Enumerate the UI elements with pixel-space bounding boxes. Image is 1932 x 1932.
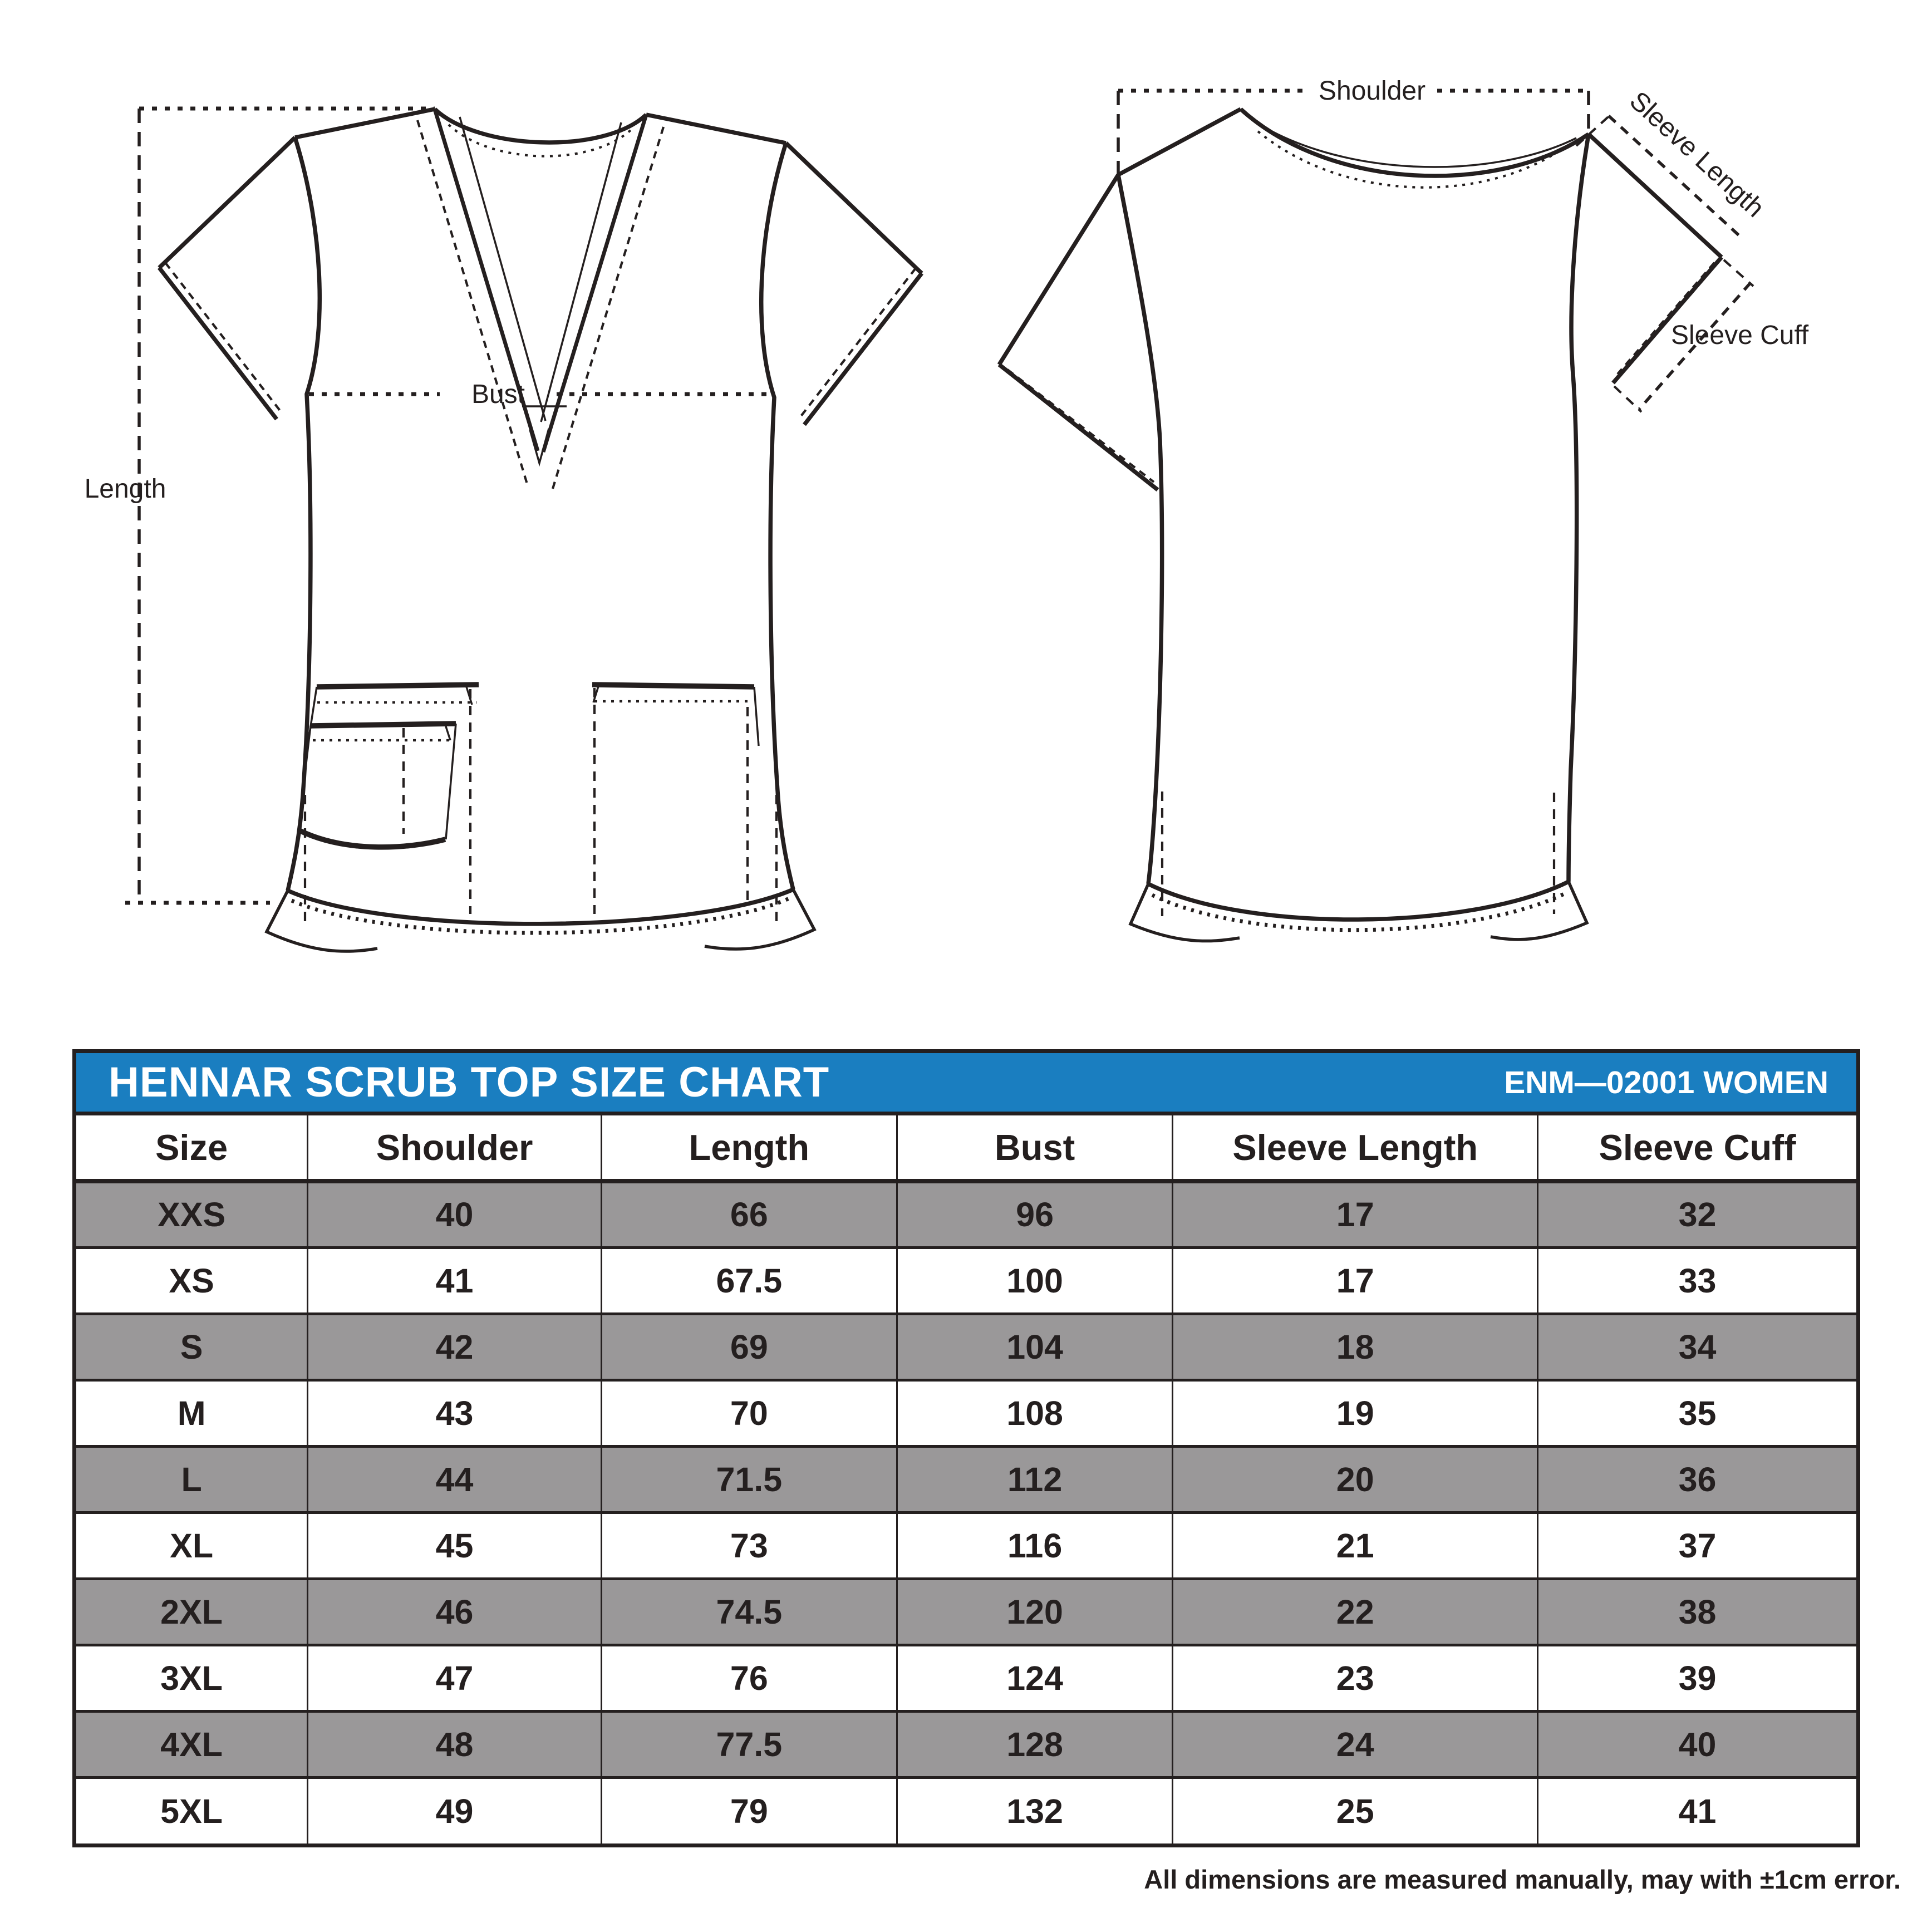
table-cell-length: 74.5 bbox=[601, 1579, 897, 1645]
table-cell-size: XS bbox=[169, 1261, 214, 1300]
table-cell-sleeve_cuff: 36 bbox=[1538, 1446, 1856, 1512]
table-cell-sleeve_length: 18 bbox=[1173, 1314, 1538, 1380]
table-cell-sleeve_cuff: 35 bbox=[1538, 1380, 1856, 1446]
front-view-diagram bbox=[56, 17, 957, 974]
column-header-shoulder: Shoulder bbox=[308, 1115, 602, 1181]
table-cell-sleeve_length: 24 bbox=[1173, 1711, 1538, 1777]
table-cell-sleeve_cuff: 37 bbox=[1538, 1512, 1856, 1579]
table-cell-bust: 132 bbox=[897, 1777, 1173, 1843]
table-row bbox=[76, 1314, 1856, 1380]
column-header-length: Length bbox=[601, 1115, 897, 1181]
table-cell-sleeve_length: 20 bbox=[1173, 1446, 1538, 1512]
table-cell-sleeve_length: 22 bbox=[1173, 1579, 1538, 1645]
table-row bbox=[76, 1380, 1856, 1446]
table-cell-size: 2XL bbox=[160, 1592, 223, 1631]
table-row bbox=[76, 1247, 1856, 1314]
table-cell-bust: 96 bbox=[897, 1181, 1173, 1247]
front-sleeve-stitching bbox=[165, 263, 916, 420]
table-row bbox=[76, 1512, 1856, 1579]
shoulder-dimension-label: Shoulder bbox=[1318, 76, 1426, 106]
front-vneck-collar bbox=[417, 109, 663, 489]
table-cell-size: 5XL bbox=[160, 1792, 223, 1830]
table-cell-sleeve_cuff: 38 bbox=[1538, 1579, 1856, 1645]
table-header-row bbox=[76, 1115, 1856, 1181]
table-cell-length: 70 bbox=[601, 1380, 897, 1446]
sleeve-length-dimension-label: Sleeve Length bbox=[1624, 86, 1770, 223]
table-cell-sleeve_cuff: 32 bbox=[1538, 1181, 1856, 1247]
table-cell-sleeve_length: 19 bbox=[1173, 1380, 1538, 1446]
table-cell-bust: 128 bbox=[897, 1711, 1173, 1777]
back-stitching bbox=[1007, 263, 1714, 930]
table-cell-sleeve_length: 17 bbox=[1173, 1247, 1538, 1314]
table-cell-shoulder: 44 bbox=[308, 1446, 602, 1512]
table-cell-bust: 112 bbox=[897, 1446, 1173, 1512]
table-title: HENNAR SCRUB TOP SIZE CHART bbox=[109, 1059, 830, 1106]
table-row bbox=[76, 1777, 1856, 1843]
table-cell-size: 3XL bbox=[160, 1659, 223, 1697]
back-outline bbox=[999, 109, 1722, 920]
table-row bbox=[76, 1446, 1856, 1512]
table-cell-sleeve_cuff: 39 bbox=[1538, 1645, 1856, 1711]
size-table-body bbox=[76, 1181, 1856, 1843]
table-cell-sleeve_length: 23 bbox=[1173, 1645, 1538, 1711]
table-cell-length: 66 bbox=[601, 1181, 897, 1247]
table-cell-shoulder: 47 bbox=[308, 1645, 602, 1711]
table-cell-sleeve_length: 21 bbox=[1173, 1512, 1538, 1579]
column-header-sleeve-cuff: Sleeve Cuff bbox=[1538, 1115, 1856, 1181]
table-cell-size: S bbox=[180, 1328, 203, 1366]
front-pockets bbox=[299, 685, 759, 914]
table-cell-bust: 108 bbox=[897, 1380, 1173, 1446]
table-cell-length: 71.5 bbox=[601, 1446, 897, 1512]
table-cell-bust: 100 bbox=[897, 1247, 1173, 1314]
column-header-sleeve-length: Sleeve Length bbox=[1173, 1115, 1538, 1181]
bust-dimension-label: Bust bbox=[471, 380, 525, 409]
table-cell-sleeve_cuff: 34 bbox=[1538, 1314, 1856, 1380]
table-cell-shoulder: 40 bbox=[308, 1181, 602, 1247]
column-header-bust: Bust bbox=[897, 1115, 1173, 1181]
table-cell-sleeve_length: 25 bbox=[1173, 1777, 1538, 1843]
table-row bbox=[76, 1645, 1856, 1711]
table-cell-bust: 116 bbox=[897, 1512, 1173, 1579]
back-hem-details bbox=[1130, 882, 1587, 941]
table-cell-bust: 124 bbox=[897, 1645, 1173, 1711]
table-cell-length: 76 bbox=[601, 1645, 897, 1711]
table-cell-shoulder: 42 bbox=[308, 1314, 602, 1380]
table-cell-shoulder: 43 bbox=[308, 1380, 602, 1446]
table-cell-shoulder: 49 bbox=[308, 1777, 602, 1843]
table-cell-bust: 120 bbox=[897, 1579, 1173, 1645]
table-cell-length: 69 bbox=[601, 1314, 897, 1380]
table-model-code: ENM—02001 WOMEN bbox=[1504, 1064, 1828, 1100]
front-outline bbox=[159, 109, 922, 924]
table-cell-size: XXS bbox=[158, 1196, 226, 1234]
sleeve-cuff-dimension-label: Sleeve Cuff bbox=[1671, 321, 1809, 350]
table-cell-length: 77.5 bbox=[601, 1711, 897, 1777]
footer-note: All dimensions are measured manually, may with ±1cm error. bbox=[1144, 1865, 1901, 1894]
table-cell-sleeve_cuff: 33 bbox=[1538, 1247, 1856, 1314]
table-cell-size: L bbox=[181, 1460, 202, 1498]
back-view-diagram bbox=[969, 17, 1926, 974]
table-cell-length: 67.5 bbox=[601, 1247, 897, 1314]
column-header-size: Size bbox=[76, 1115, 308, 1181]
table-cell-shoulder: 46 bbox=[308, 1579, 602, 1645]
table-cell-bust: 104 bbox=[897, 1314, 1173, 1380]
size-chart-table-section bbox=[72, 1049, 1860, 1847]
size-table bbox=[76, 1115, 1856, 1843]
table-cell-length: 79 bbox=[601, 1777, 897, 1843]
table-cell-size: 4XL bbox=[160, 1725, 223, 1763]
table-cell-shoulder: 41 bbox=[308, 1247, 602, 1314]
table-cell-sleeve_length: 17 bbox=[1173, 1181, 1538, 1247]
table-cell-size: M bbox=[177, 1394, 206, 1432]
table-cell-shoulder: 48 bbox=[308, 1711, 602, 1777]
table-cell-length: 73 bbox=[601, 1512, 897, 1579]
table-row bbox=[76, 1579, 1856, 1645]
table-title-bar bbox=[76, 1053, 1856, 1115]
table-cell-size: XL bbox=[170, 1526, 214, 1565]
table-cell-sleeve_cuff: 40 bbox=[1538, 1711, 1856, 1777]
table-row bbox=[76, 1181, 1856, 1247]
table-row bbox=[76, 1711, 1856, 1777]
front-hem-details bbox=[267, 795, 814, 951]
table-cell-shoulder: 45 bbox=[308, 1512, 602, 1579]
length-dimension-label: Length bbox=[84, 474, 166, 504]
table-cell-sleeve_cuff: 41 bbox=[1538, 1777, 1856, 1843]
